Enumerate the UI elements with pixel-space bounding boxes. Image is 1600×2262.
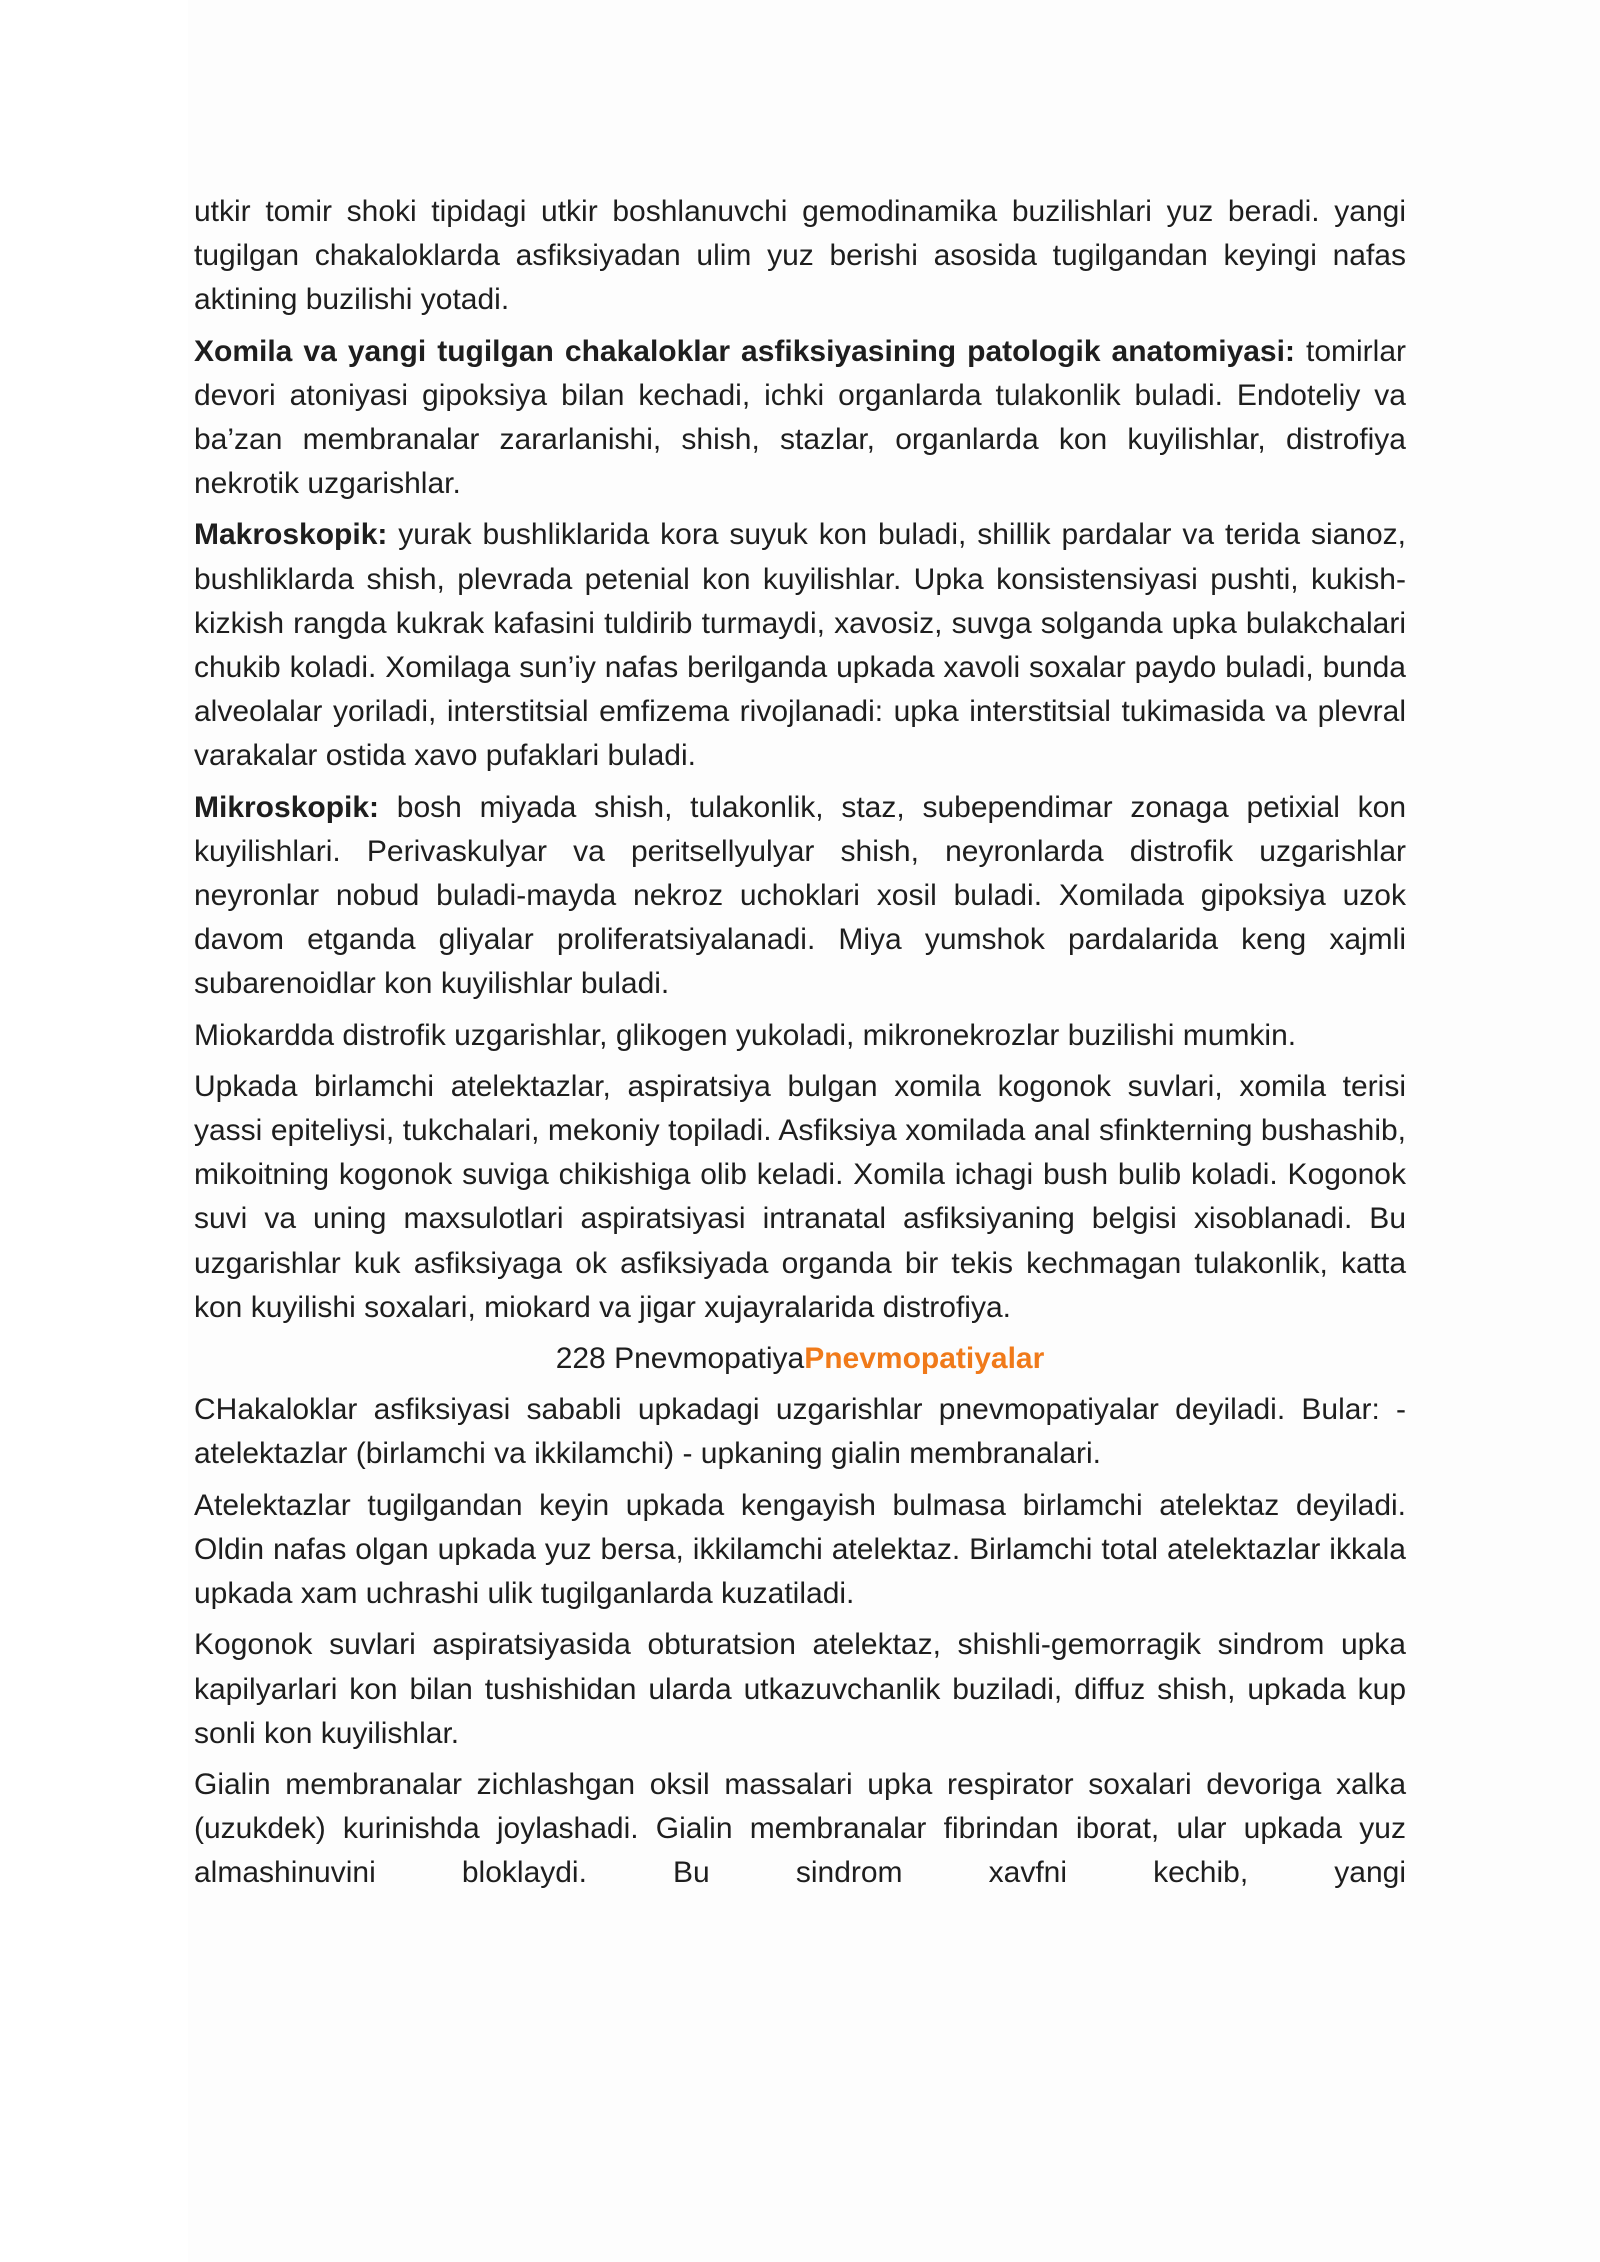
paragraph-pathology [194, 330, 1406, 507]
paragraph-text: Gialin membranalar zichlashgan oksil massalari upka respirator soxalari devoriga xalka (uzukdek) kurinishda joylashadi. Gialin membranalar fibrindan iborat, ular upkada yuz almashinuvini bloklaydi. Bu sindrom xavfni kechib, yangi [194, 1767, 1406, 1890]
paragraph-text: Atelektazlar tugilgandan keyin upkada kengayish bulmasa birlamchi atelektaz deyiladi. Oldin nafas olgan upkada yuz bersa, ikkilamchi atelektaz. Birlamchi total atelektazlar ikkala upkada xam uchrashi ulik tugilganlarda kuzatiladi. [194, 1488, 1406, 1611]
paragraph-text: Upkada birlamchi atelektazlar, aspiratsiya bulgan xomila kogonok suvlari, xomila terisi yassi epiteliysi, tukchalari, mekoniy topiladi. Asfiksiya xomilada anal sfinkterning bushashib, mikoitning kogonok suviga chikishiga olib keladi. Xomila ichagi bush bulib koladi. Kogonok suvi va uning maxsulotlari aspiratsiyasi intranatal asfiksiyaning belgisi xisoblanadi. Bu uzgarishlar kuk asfiksiyaga ok asfiksiyada organda bir tekis kechmagan tulakonlik, katta kon kuyilishi soxalari, miokard va jigar xujayralarida distrofiya. [194, 1069, 1406, 1324]
paragraph-bold-lead: Mikroskopik: [194, 790, 380, 824]
document-body [194, 190, 1406, 1903]
paragraph-text: utkir tomir shoki tipidagi utkir boshlanuvchi gemodinamika buzilishlari yuz beradi. yangi tugilgan chakaloklarda asfiksiyadan ulim yuz berishi asosida tugilgandan keyingi nafas aktining buzilishi yotadi. [194, 195, 1406, 317]
paragraph-intro [194, 190, 1406, 323]
paragraph-text: yurak bushliklarida kora suyuk kon buladi, shillik pardalar va terida sianoz, bushliklarda shish, plevrada petenial kon kuyilishlar. Upka konsistensiyasi pushti, kukish-kizkish rangda kukrak kafasini tuldirib turmaydi, xavosiz, suvga solganda upka bulakchalari chukib koladi. Xomilaga sun’iy nafas berilganda upkada xavoli soxalar paydo buladi, bunda alveolalar yoriladi, interstitsial emfizema rivojlanadi: upka interstitsial tukimasida va plevral varakalar ostida xavo pufaklari buladi. [194, 518, 1406, 773]
paragraph-text: bosh miyada shish, tulakonlik, staz, subependimar zonaga petixial kon kuyilishlari. Perivaskulyar va peritsellyulyar shish, neyronlarda distrofik uzgarishlar neyronlar nobud buladi-mayda nekroz uchoklari xosil buladi. Xomilada gipoksiya uzok davom etganda gliyalar proliferatsiyalanadi. Miya yumshok pardalarida keng xajmli subarenoidlar kon kuyilishlar buladi. [194, 790, 1406, 1001]
paragraph-bold-lead: Xomila va yangi tugilgan chakaloklar asfiksiyasining patologik anatomiyasi: [194, 334, 1295, 368]
paragraph-myocardium [194, 1014, 1406, 1058]
paragraph-bold-lead: Makroskopik: [194, 518, 388, 552]
heading-title: Pnevmopatiyalar [804, 1342, 1045, 1376]
paragraph-lungs [194, 1065, 1406, 1330]
paragraph-hyaline [194, 1763, 1406, 1896]
paragraph-pneumopathy-def [194, 1388, 1406, 1476]
paragraph-microscopic [194, 786, 1406, 1007]
paragraph-text: Miokardda distrofik uzgarishlar, glikogen yukoladi, mikronekrozlar buzilishi mumkin. [194, 1018, 1297, 1052]
paragraph-aspiration [194, 1623, 1406, 1756]
paragraph-atelectasis [194, 1484, 1406, 1617]
paragraph-macroscopic [194, 513, 1406, 778]
heading-prefix: 228 Pnevmopatiya [555, 1342, 805, 1376]
section-heading [194, 1337, 1406, 1381]
paragraph-text: Kogonok suvlari aspiratsiyasida obturatsion atelektaz, shishli-gemorragik sindrom upka kapilyarlari kon bilan tushishidan ularda utkazuvchanlik buziladi, diffuz shish, upkada kup sonli kon kuyilishlar. [194, 1628, 1406, 1750]
page-left-margin [0, 0, 188, 2262]
paragraph-text: tomirlar devori atoniyasi gipoksiya bilan kechadi, ichki organlarda tulakonlik buladi. Endoteliy va ba’zan membranalar zararlanishi, shish, stazlar, organlarda kon kuyilishlar, distrofiya nekrotik uzgarishlar. [194, 334, 1406, 501]
paragraph-text: CHakaloklar asfiksiyasi sababli upkadagi uzgarishlar pnevmopatiyalar deyiladi. Bular: - atelektazlar (birlamchi va ikkilamchi) - upkaning gialin membranalari. [194, 1393, 1406, 1471]
